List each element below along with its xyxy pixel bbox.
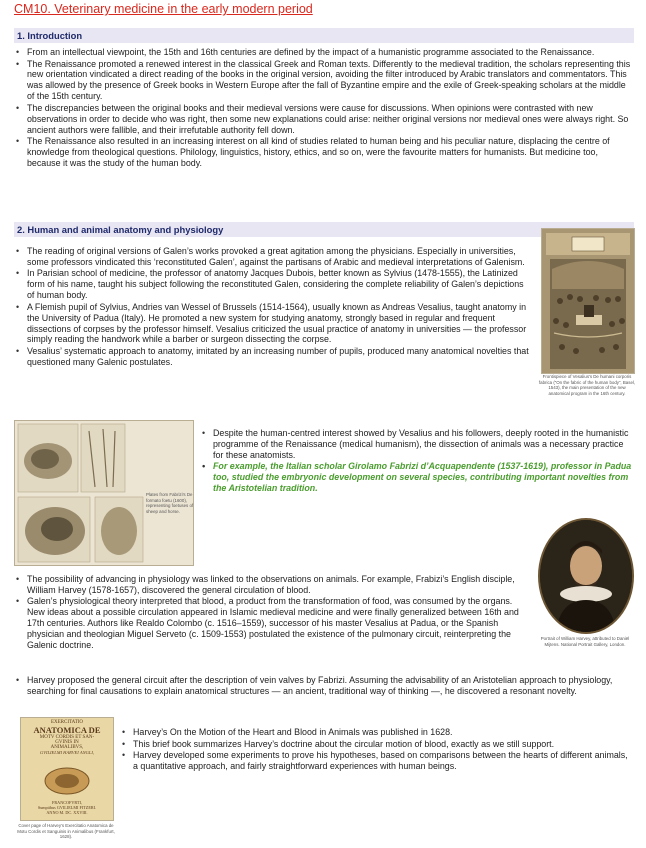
list-item: • The possibility of advancing in physiology was linked to the observations on animals. For example, Frabizi’s English disciple, William Harvey (1578-1657), discovered the general circulation of blood. <box>14 574 532 596</box>
list-item: • Despite the human-centred interest showed by Vesalius and his followers, deeply rooted in the humanistic programme of the Renaissance (medical humanism), the dissection of animals was a necessary practice for these anatomists. <box>200 428 634 461</box>
introduction-list <box>14 47 632 169</box>
cover-line: EXERCITATIO <box>50 720 84 725</box>
harvey-portrait-art <box>540 520 632 632</box>
anatomy-list-c <box>14 574 532 652</box>
list-item: • From an intellectual viewpoint, the 15th and 16th centuries are defined by the impact of a humanistic programme associated to the Renaissance. <box>14 47 632 58</box>
cover-line: MOTV CORDIS ET SAN- <box>39 735 95 740</box>
anatomy-list-a <box>14 246 532 368</box>
list-item: • This brief book summarizes Harvey’s doctrine about the circular motion of blood, exactly as we still support. <box>120 739 634 750</box>
list-item: • The Renaissance promoted a renewed interest in the classical Greek and Roman texts. Differently to the medieval tradition, the scholars representing this new orientation vindicated a direct reading of the books in the original version, avoiding the filter introduced by Arabic translators and commentators. This was allowed by the presence of Greek books in Western Europe after the fall of Byzantine empire and the exile of Greek-speaking scholars at the middle of the 15th century. <box>14 59 632 103</box>
list-item: • Vesalius’ systematic approach to anatomy, imitated by an increasing number of pupils, produced many anatomical novelties that questioned many Galenic postulates. <box>14 346 532 368</box>
list-item: • Harvey developed some experiments to prove his hypotheses, based on comparisons between the hearts of different animals, a quantitative approach, and fairly straightforward experiences with human beings. <box>120 750 634 772</box>
cover-emblem-art <box>41 766 93 796</box>
cover-line: Sumptibus GVILIELMI FITZERI. <box>37 805 97 810</box>
list-item: • A Flemish pupil of Sylvius, Andries van Wessel of Brussels (1514-1564), usually known as Andreas Vesalius, taught anatomy in the University of Padua (Italy). He promoted a new system for studying anatomy, strongly based in regular and frequent dissections of corpses by the professor himself. Vesalius criticized the usual practice of anatomy in universities — the professor simply reading the handwork while a barber or surgeon dissecting the corpse. <box>14 302 532 346</box>
harvey-portrait-image <box>538 518 634 634</box>
anatomy-list-d <box>14 675 634 697</box>
anatomy-list-b <box>200 428 634 495</box>
cover-line: ANATOMICA DE <box>33 725 101 735</box>
cover-line: ANIMALIBVS, <box>50 745 84 750</box>
cover-line: FRANCOFVRTI, <box>52 800 82 805</box>
harvey-caption: Portrait of William Harvey, attributed to Daniël Mijtens. National Portrait Gallery, London. <box>540 636 630 647</box>
list-item: • The discrepancies between the original books and their medieval versions were cause for discussions. When opinions were contrasted with new observations in order to decide who was right, then some new explanations could arise: neither original versions nor medieval ones were always right. So ancient authors were fallible, and their irrefutable authority fell down. <box>14 103 632 136</box>
cover-caption: Cover page of Harvey's Exercitatio Anatomica de Motu Cordis et Sanguinis in Animalibus (Frankfurt, 1628). <box>17 823 115 839</box>
section-heading-anatomy: 2. Human and animal anatomy and physiology <box>14 222 634 237</box>
fabrizi-caption: Plates from Fabrizi's De formato foetu (1600), representing foetuses of sheep and horse. <box>146 492 194 514</box>
list-item: • The Renaissance also resulted in an increasing interest on all kind of studies related to human being and his peculiar nature, displacing the centre of knowledge from theological questions. Philology, linguistics, history, ethics, and so on, were the favourite matters for humanists. But medicine too, because it was the study of the human body. <box>14 136 632 169</box>
cover-line: GVINIS IN <box>55 740 79 745</box>
list-item: • The reading of original versions of Galen’s works provoked a great agitation among the physicians. Especially in universities, some professors vindicated this ‘reconstituted Galen’, against the partisans of Arabic and medieval interpretations of Galenism. <box>14 246 532 268</box>
section-heading-introduction: 1. Introduction <box>14 28 634 43</box>
list-item: • Galen’s physiological theory interpreted that blood, a product from the transformation of food, was consumed by the organs. New ideas about a possible circulation appeared in Islamic medieval medicine and were finally generalized between 16th and 17th centuries. Authors like Realdo Colombo (c. 1516–1559), successor of his master Vesalius at Padua, or the Spanish physician and theologian Miguel Serveto (c. 1509-1553) postulated the existence of the pulmonary circuit, reinterpreting the Galenic doctrine. <box>14 596 532 651</box>
list-item-highlight: • For example, the Italian scholar Girolamo Fabrizi d’Acquapendente (1537-1619), professor in Padua too, studied the embryonic development on several species, contributing important novelties from the Aristotelian tradition. <box>200 461 634 494</box>
list-item: • In Parisian school of medicine, the professor of anatomy Jacques Dubois, better known as Sylvius (1478-1555), the Latinized form of his name, taught his subject following the reconstituted Galen, considering the complete reliability of Galen’s depictions of human body. <box>14 268 532 301</box>
anatomy-list-e <box>120 727 634 772</box>
document-title: CM10. Veterinary medicine in the early modern period <box>14 2 313 16</box>
cover-line: GVILIELMI HARVEI ANGLI, <box>40 750 94 755</box>
vesalius-caption: Frontispiece of Vesalius's De humani corporis fabrica (“On the fabric of the human body”, Basel, 1543), the main presentation of the new anatomical program in the 16th century. <box>538 374 636 396</box>
vesalius-frontispiece-image <box>541 228 635 374</box>
cover-line: ANNO M. DC. XXVIII. <box>46 810 88 815</box>
harvey-book-cover-image <box>20 717 114 821</box>
list-item: • Harvey proposed the general circuit after the description of vein valves by Fabrizi. Assuming the advisability of an Aristotelian approach to physiology, searching for final causations to explain anatomical structures — an ancient, traditional way of thinking —, he discovered a resonant novelty. <box>14 675 634 697</box>
list-item: • Harvey’s On the Motion of the Heart and Blood in Animals was published in 1628. <box>120 727 634 738</box>
vesalius-frontispiece-art <box>542 229 634 373</box>
